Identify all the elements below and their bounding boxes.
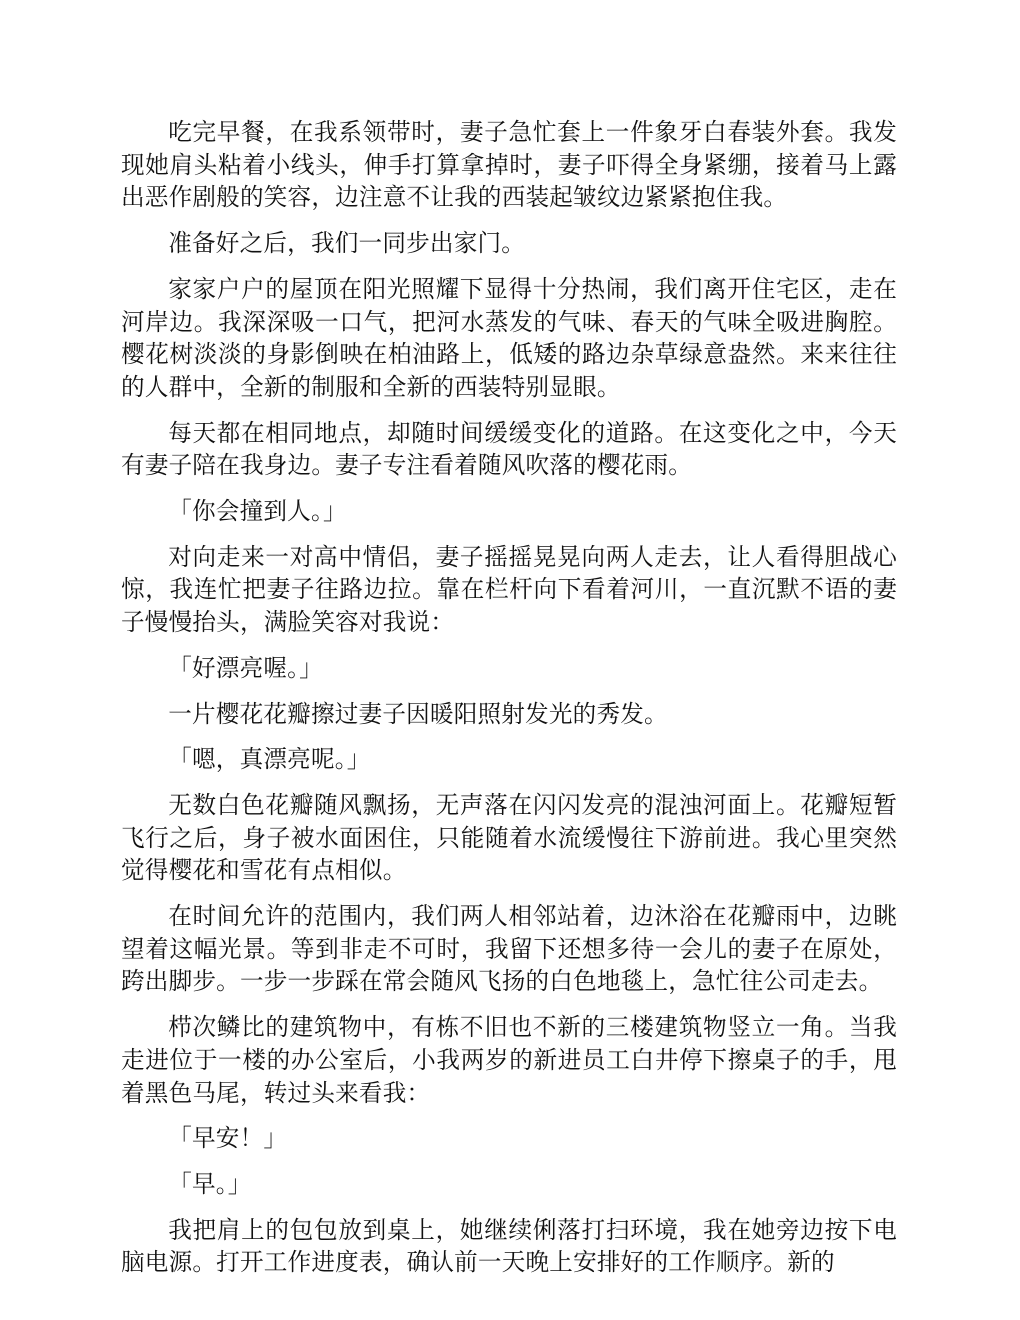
paragraph: 每天都在相同地点，却随时间缓缓变化的道路。在这变化之中，今天有妻子陪在我身边。妻子专注看着随风吹落的樱花雨。 (121, 418, 897, 480)
dialogue-line: 「早。」 (168, 1169, 252, 1198)
paragraph: 我把肩上的包包放到桌上，她继续俐落打扫环境，我在她旁边按下电脑电源。打开工作进度表，确认前一天晚上安排好的工作顺序。新的 (121, 1215, 897, 1277)
dialogue-line: 「嗯，真漂亮呢。」 (168, 745, 371, 774)
paragraph: 对向走来一对高中情侣，妻子摇摇晃晃向两人走去，让人看得胆战心惊，我连忙把妻子往路边拉。靠在栏杆向下看着河川，一直沉默不语的妻子慢慢抬头，满脸笑容对我说： (121, 542, 897, 637)
dialogue-line: 「好漂亮喔。」 (168, 653, 323, 682)
document-body (121, 116, 897, 1292)
paragraph: 无数白色花瓣随风飘扬，无声落在闪闪发亮的混浊河面上。花瓣短暂飞行之后，身子被水面困住，只能随着水流缓慢往下游前进。我心里突然觉得樱花和雪花有点相似。 (121, 790, 897, 885)
dialogue-line: 「早安！」 (168, 1124, 288, 1153)
paragraph: 一片樱花花瓣擦过妻子因暖阳照射发光的秀发。 (168, 699, 668, 728)
dialogue-line: 「你会撞到人。」 (168, 497, 347, 526)
paragraph: 在时间允许的范围内，我们两人相邻站着，边沐浴在花瓣雨中，边眺望着这幅光景。等到非走不可时，我留下还想多待一会儿的妻子在原处，跨出脚步。一步一步踩在常会随风飞扬的白色地毯上，急忙往公司走去。 (121, 902, 897, 996)
paragraph: 吃完早餐，在我系领带时，妻子急忙套上一件象牙白春装外套。我发现她肩头粘着小线头，伸手打算拿掉时，妻子吓得全身紧绷，接着马上露出恶作剧般的笑容，边注意不让我的西装起皱纹边紧紧抱住我。 (121, 118, 897, 212)
paragraph: 栉次鳞比的建筑物中，有栋不旧也不新的三楼建筑物竖立一角。当我走进位于一楼的办公室后，小我两岁的新进员工白井停下擦桌子的手，甩着黑色马尾，转过头来看我： (121, 1013, 897, 1107)
paragraph: 家家户户的屋顶在阳光照耀下显得十分热闹，我们离开住宅区，走在河岸边。我深深吸一口气，把河水蒸发的气味、春天的气味全吸进胸腔。樱花树淡淡的身影倒映在柏油路上，低矮的路边杂草绿意盎然。来来往往的人群中，全新的制服和全新的西装特别显眼。 (121, 274, 897, 401)
paragraph: 准备好之后，我们一同步出家门。 (168, 229, 526, 258)
